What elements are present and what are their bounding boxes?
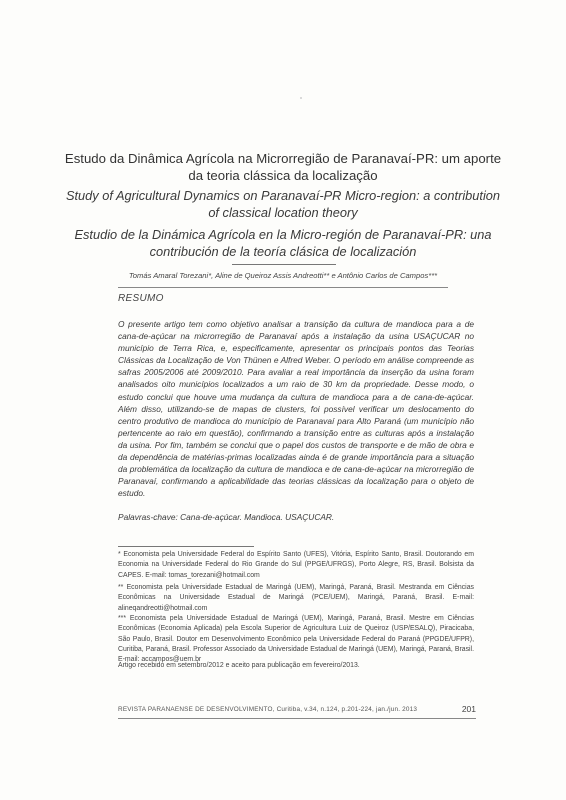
- footer-rule: [118, 718, 476, 719]
- footnote-text: Economista pela Universidade Estadual de Maringá (UEM), Maringá, Paraná, Brasil. Mestre em Ciências Econômicas (Economia Aplicada) pela Escola Superior de Agricultura Luiz de Queiroz (USP/ESALQ), Piracicaba, São Paulo, Brasil. Doutor em Desenvolvimento Econômico pela Universidade Federal do Paraná (PPGDE/UFPR), Curitiba, Paraná, Brasil. Professor Associado da Universidade Estadual de Maringá (UEM), Maringá, Paraná, Brasil. E-mail: accampos@uem.br: [118, 615, 474, 664]
- footnote-text: Economista pela Universidade Federal do Espírito Santo (UFES), Vitória, Espírito Santo, Brasil. Doutorando em Economia na Universidade Federal do Rio Grande do Sul (PPGE/UFRGS), Porto Alegre, RS, Brasil. Bolsista da CAPES. E-mail: tomas_torezani@hotmail.com: [118, 551, 474, 579]
- title-english: Study of Agricultural Dynamics on Paranavaí-PR Micro-region: a contribution of classical location theory: [65, 188, 501, 220]
- footnote-author-3: [118, 614, 474, 665]
- title-portuguese: Estudo da Dinâmica Agrícola na Microrregião de Paranavaí-PR: um aporte da teoria clássica da localização: [64, 151, 502, 183]
- footnote-author-1: [118, 550, 474, 581]
- running-footer: REVISTA PARANAENSE DE DESENVOLVIMENTO, Curitiba, v.34, n.124, p.201-224, jan./jun. 2013: [118, 706, 418, 713]
- abstract-text: O presente artigo tem como objetivo analisar a transição da cultura de mandioca para a de cana-de-açúcar na microrregião de Paranavaí após a instalação da usina USAÇUCAR no município de Terra Rica, e, especificamente, apresentar os principais pontos das Teorias Clássicas da Localização de Von Thünen e Alfred Weber. O período em análise compreende as safras 2005/2006 até 2009/2010. Para avaliar a real importância da inserção da usina foram analisados oito municípios localizados a um raio de 30 km da propriedade. Desse modo, o estudo conclui que houve uma mudança da cultura de mandioca para a de cana-de-açúcar. Além disso, utilizando-se de mapas de clusters, foi possível verificar um deslocamento do centro produtivo de mandioca do município de Paranavaí para Alto Paraná (um município não pertencente ao raio em questão), confirmando a transição entre as culturas após a instalação da usina. Por fim, também se conclui que o papel dos custos de transporte e de mão de obra e da dependência de matérias-primas localizadas ainda é de grande importância para a situação da problemática da localização da cultura de mandioca e de cana-de-açúcar na microrregião de Paranavaí, confirmando a aplicabilidade das teorias clássicas da localização para o objeto de estudo.: [118, 319, 474, 499]
- footnote-separator: [118, 546, 254, 547]
- abstract-top-rule: [118, 287, 448, 288]
- abstract-heading: RESUMO: [118, 293, 164, 304]
- footnote-mark: ***: [118, 615, 127, 622]
- footnote-text: Economista pela Universidade Estadual de Maringá (UEM), Maringá, Paraná, Brasil. Mestranda em Ciências Econômicas na Universidade Estadual de Maringá (PCE/UEM), Maringá, Paraná, Brasil. E-mail: alineqandreotti@hotmail.com: [118, 584, 474, 612]
- title-spanish: Estudio de la Dinámica Agrícola en la Micro-región de Paranavaí-PR: una contribución de la teoría clásica de localización: [74, 227, 492, 259]
- page-number: 201: [461, 704, 476, 714]
- title-separator: [232, 264, 336, 265]
- scan-speck: [300, 97, 302, 99]
- keywords: Palavras-chave: Cana-de-açúcar. Mandioca. USAÇUCAR.: [118, 512, 335, 522]
- footnote-mark: *: [118, 551, 121, 558]
- received-note: Artigo recebido em setembro/2012 e aceito para publicação em fevereiro/2013.: [118, 662, 360, 669]
- footnote-author-2: [118, 583, 474, 614]
- author-line: Tomás Amaral Torezani*, Aline de Queiroz Assis Andreotti** e Antônio Carlos de Campos***: [128, 271, 438, 280]
- footnote-mark: **: [118, 584, 124, 591]
